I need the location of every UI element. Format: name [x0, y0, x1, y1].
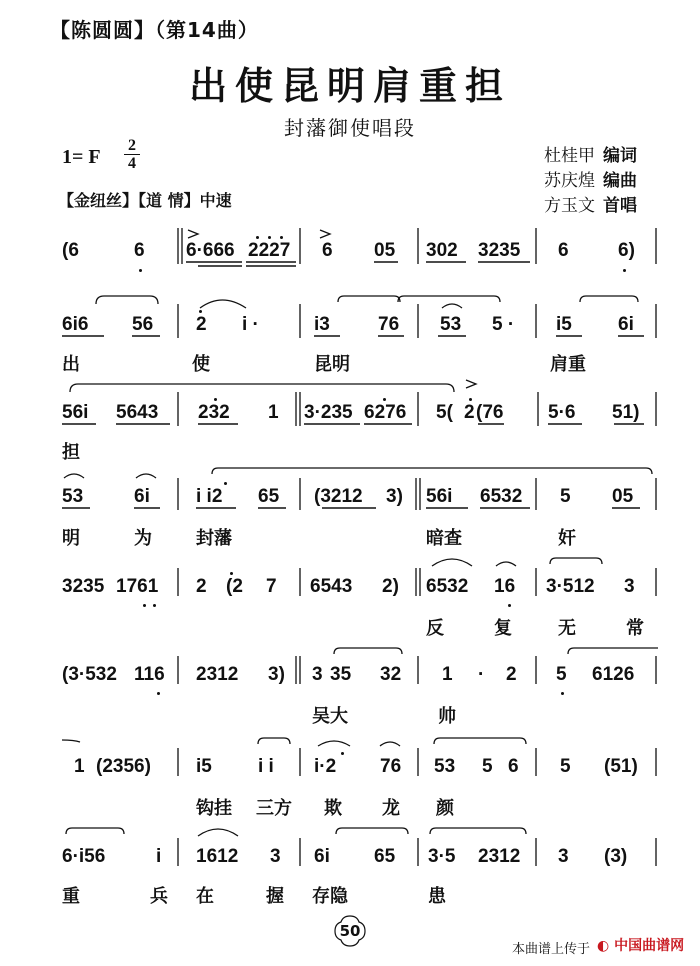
- site-logo: [597, 935, 684, 955]
- note: 6126: [592, 664, 635, 685]
- note: 6: [322, 240, 333, 261]
- low-octave-dot: [508, 604, 511, 607]
- note: 35: [330, 664, 352, 685]
- lyric: 握: [266, 886, 284, 907]
- note: 1: [442, 664, 453, 685]
- note: 3235: [478, 240, 521, 261]
- note: 5: [482, 756, 493, 777]
- key-signature: 1= F: [62, 146, 101, 168]
- note: i i: [258, 756, 274, 777]
- credit-role: 首唱: [603, 196, 637, 216]
- note: 6: [508, 756, 519, 777]
- note: 1: [268, 402, 279, 423]
- high-octave-dot: [383, 398, 386, 401]
- note: 53: [434, 756, 456, 777]
- lyric: 复: [494, 618, 512, 639]
- note: ·: [478, 664, 485, 685]
- note: i·2: [314, 756, 337, 777]
- note: i: [156, 846, 162, 867]
- high-octave-dot: [230, 572, 233, 575]
- note: (6: [62, 240, 79, 261]
- note: 56: [132, 314, 154, 335]
- lyric: 患: [428, 886, 446, 907]
- note: 3: [312, 664, 323, 685]
- lyric: 无: [558, 618, 576, 639]
- note: (3·532: [62, 664, 117, 685]
- note: 2: [464, 402, 475, 423]
- credit-line: [544, 194, 637, 219]
- high-octave-dot: [199, 310, 202, 313]
- note: 2312: [196, 664, 239, 685]
- note: 3235: [62, 576, 105, 597]
- note: 5643: [116, 402, 159, 423]
- note: 5·6: [548, 402, 576, 423]
- note: 1: [74, 756, 85, 777]
- note: 5 ·: [492, 314, 515, 335]
- note: 53: [62, 486, 84, 507]
- note: i3: [314, 314, 330, 335]
- note: 53: [440, 314, 462, 335]
- note: 3: [624, 576, 635, 597]
- credits-block: [544, 144, 637, 219]
- high-octave-dot: [256, 236, 259, 239]
- lyric: 暗查: [426, 528, 462, 549]
- note: i5: [556, 314, 572, 335]
- note: i i2: [196, 486, 223, 507]
- note: 2): [382, 576, 399, 597]
- note: 232: [198, 402, 230, 423]
- lyric: 奸: [558, 528, 576, 549]
- note: 7: [266, 576, 277, 597]
- lyric: 使: [192, 354, 210, 375]
- note: 6: [134, 240, 145, 261]
- note: 3: [558, 846, 569, 867]
- note: 1761: [116, 576, 159, 597]
- credit-line: [544, 169, 637, 194]
- note: 6i: [314, 846, 330, 867]
- time-signature-top: 2: [128, 137, 136, 154]
- lyric: 龙: [382, 798, 400, 819]
- note: 6i6: [62, 314, 89, 335]
- credit-line: [544, 144, 637, 169]
- note: 5: [560, 756, 571, 777]
- note: 2227: [248, 240, 291, 261]
- note: 56i: [62, 402, 89, 423]
- page-number: 50: [339, 922, 361, 940]
- note: 05: [612, 486, 634, 507]
- note: 6532: [426, 576, 469, 597]
- lyric: 在: [196, 886, 214, 907]
- note: 2: [196, 576, 207, 597]
- note: (3212: [314, 486, 363, 507]
- low-octave-dot: [153, 604, 156, 607]
- high-octave-dot: [469, 398, 472, 401]
- site-name: 中国曲谱网: [614, 938, 685, 954]
- note: 3·235: [304, 402, 353, 423]
- lyric: 兵: [150, 886, 168, 907]
- lyric: 常: [626, 618, 644, 639]
- lyric: 重: [62, 886, 80, 907]
- note: (2356): [96, 756, 151, 777]
- low-octave-dot: [623, 269, 626, 272]
- time-signature-bottom: 4: [128, 155, 136, 172]
- note: 6276: [364, 402, 407, 423]
- note: 16: [494, 576, 516, 597]
- note: 5: [556, 664, 567, 685]
- note: 2312: [478, 846, 521, 867]
- note: 1612: [196, 846, 239, 867]
- high-octave-dot: [341, 752, 344, 755]
- note: 2: [196, 314, 207, 335]
- lyric: 昆明: [314, 354, 350, 375]
- lyric: 明: [62, 528, 80, 549]
- credit-role: 编曲: [603, 171, 637, 191]
- lyric: 封藩: [196, 528, 232, 549]
- note: 6i: [134, 486, 150, 507]
- low-octave-dot: [157, 692, 160, 695]
- note: i ·: [242, 314, 259, 335]
- lyric: 存隐: [312, 886, 348, 907]
- credit-role: 编词: [603, 146, 637, 166]
- time-signature: [124, 138, 140, 171]
- high-octave-dot: [280, 236, 283, 239]
- lyric: 担: [62, 442, 80, 463]
- note: 5: [560, 486, 571, 507]
- note: 3): [386, 486, 403, 507]
- credit-name: 方玉文: [544, 196, 595, 216]
- note: 6543: [310, 576, 353, 597]
- row-1-graphics: [0, 228, 700, 276]
- note: 6: [558, 240, 569, 261]
- note: (51): [604, 756, 638, 777]
- note: 76: [380, 756, 402, 777]
- note: 2: [506, 664, 517, 685]
- note: (3): [604, 846, 628, 867]
- note: 3: [270, 846, 281, 867]
- note: 51): [612, 402, 640, 423]
- note: 5(: [436, 402, 453, 423]
- tempo-marking: 【金纽丝】【道 情】中速: [58, 191, 232, 210]
- page-subtitle: 封藩御使唱段: [284, 116, 416, 140]
- note: 32: [380, 664, 402, 685]
- low-octave-dot: [139, 269, 142, 272]
- lyric: 为: [134, 528, 152, 549]
- note: 116: [134, 664, 165, 685]
- song-series-label: 【陈圆圆】（第14曲）: [50, 18, 259, 42]
- note: 6532: [480, 486, 523, 507]
- high-octave-dot: [214, 398, 217, 401]
- note: 6·666: [186, 240, 235, 261]
- note: 6): [618, 240, 635, 261]
- note: i5: [196, 756, 212, 777]
- row-2-graphics: [0, 294, 700, 342]
- lyric: 欺: [324, 798, 342, 819]
- lyric: 三方: [256, 798, 292, 819]
- lyric: 肩重: [550, 354, 586, 375]
- note: 3·512: [546, 576, 595, 597]
- low-octave-dot: [143, 604, 146, 607]
- note: 65: [374, 846, 396, 867]
- credit-name: 杜桂甲: [544, 146, 595, 166]
- credit-name: 苏庆煌: [544, 171, 595, 191]
- page-title: 出使昆明肩重担: [188, 63, 511, 108]
- site-logo-icon: ◐: [597, 938, 610, 954]
- note: 3·5: [428, 846, 456, 867]
- upload-source-text: 本曲谱上传于: [512, 942, 591, 957]
- lyric: 颜: [436, 798, 454, 819]
- note: 56i: [426, 486, 453, 507]
- note: 76: [378, 314, 400, 335]
- note: 6i: [618, 314, 634, 335]
- note: 05: [374, 240, 396, 261]
- note: 302: [426, 240, 458, 261]
- lyric: 吴大: [312, 706, 348, 727]
- lyric: 钩挂: [196, 798, 232, 819]
- lyric: 反: [426, 618, 444, 639]
- low-octave-dot: [561, 692, 564, 695]
- high-octave-dot: [224, 482, 227, 485]
- note: (2: [226, 576, 243, 597]
- note: 3): [268, 664, 285, 685]
- high-octave-dot: [268, 236, 271, 239]
- note: 6·i56: [62, 846, 106, 867]
- note: (76: [476, 402, 504, 423]
- note: 65: [258, 486, 280, 507]
- lyric: 出: [62, 354, 80, 375]
- lyric: 帅: [438, 706, 456, 727]
